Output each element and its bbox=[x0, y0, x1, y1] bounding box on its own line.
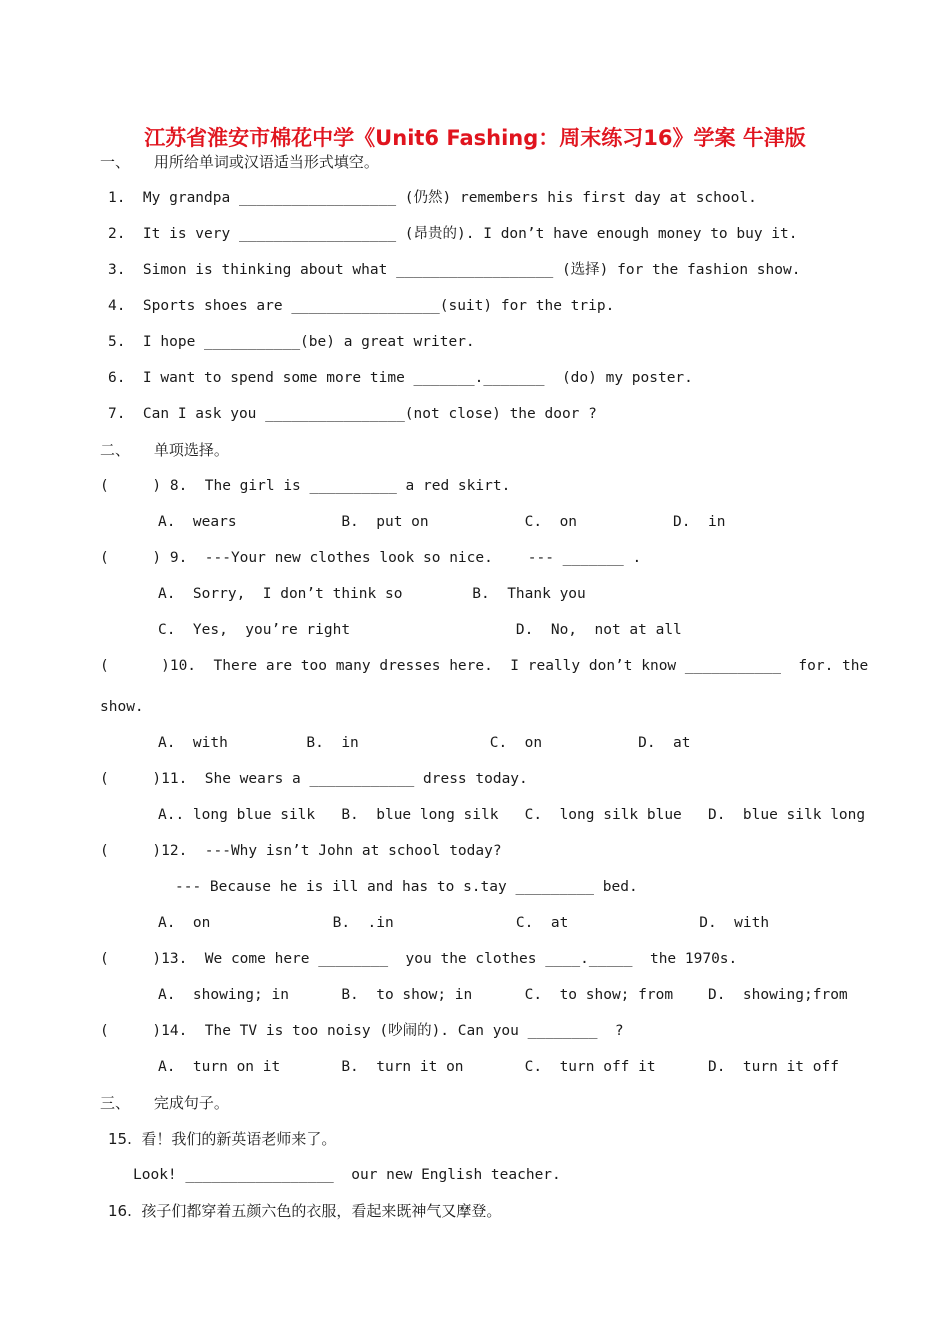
question-9: ( ) 9. ---Your new clothes look so nice. --- _______ . bbox=[100, 550, 642, 566]
question-14: ( )14. The TV is too noisy (吵闹的). Can you ________ ? bbox=[100, 1023, 624, 1039]
question-2: 2. It is very __________________ (昂贵的). I don’t have enough money to buy it. bbox=[108, 226, 798, 242]
question-5: 5. I hope ___________(be) a great writer. bbox=[108, 334, 475, 350]
question-10-options: A. with B. in C. on D. at bbox=[158, 735, 691, 751]
page-title: 江苏省淮安市棉花中学《Unit6 Fashing：周末练习16》学案 牛津版 bbox=[144, 126, 806, 150]
section-heading-multiple-choice: 二、 单项选择。 bbox=[100, 441, 229, 459]
question-7: 7. Can I ask you ________________(not close) the door ? bbox=[108, 406, 597, 422]
section-heading-complete-sentences: 三、 完成句子。 bbox=[100, 1094, 229, 1112]
question-10-continued: show. bbox=[100, 699, 144, 715]
question-6: 6. I want to spend some more time _______._______ (do) my poster. bbox=[108, 370, 693, 386]
question-12-reply: --- Because he is ill and has to s.tay _________ bed. bbox=[175, 879, 638, 895]
question-9-options-ab: A. Sorry, I don’t think so B. Thank you bbox=[158, 586, 586, 602]
question-11-options: A.. long blue silk B. blue long silk C. long silk blue D. blue silk long bbox=[158, 807, 866, 823]
question-8: ( ) 8. The girl is __________ a red skirt. bbox=[100, 478, 511, 494]
question-11: ( )11. She wears a ____________ dress today. bbox=[100, 771, 528, 787]
question-10: ( )10. There are too many dresses here. I really don’t know ___________ for. the bbox=[100, 658, 869, 674]
question-13: ( )13. We come here ________ you the clothes ____._____ the 1970s. bbox=[100, 951, 738, 967]
question-12-options: A. on B. .in C. at D. with bbox=[158, 915, 770, 931]
question-9-options-cd: C. Yes, you’re right D. No, not at all bbox=[158, 622, 682, 638]
question-15-answer-line: Look! _________________ our new English teacher. bbox=[133, 1167, 561, 1183]
question-1: 1. My grandpa __________________ (仍然) remembers his first day at school. bbox=[108, 190, 757, 206]
question-15: 15. 看！我们的新英语老师来了。 bbox=[108, 1130, 337, 1148]
question-16: 16. 孩子们都穿着五颜六色的衣服，看起来既神气又摩登。 bbox=[108, 1202, 502, 1220]
question-13-options: A. showing; in B. to show; in C. to show; from D. showing;from bbox=[158, 987, 848, 1003]
question-14-options: A. turn on it B. turn it on C. turn off it D. turn it off bbox=[158, 1059, 839, 1075]
question-12: ( )12. ---Why isn’t John at school today? bbox=[100, 843, 502, 859]
question-4: 4. Sports shoes are _________________(suit) for the trip. bbox=[108, 298, 615, 314]
question-3: 3. Simon is thinking about what __________________ (选择) for the fashion show. bbox=[108, 262, 801, 278]
question-8-options: A. wears B. put on C. on D. in bbox=[158, 514, 726, 530]
section-heading-fill-in: 一、 用所给单词或汉语适当形式填空。 bbox=[100, 153, 379, 171]
